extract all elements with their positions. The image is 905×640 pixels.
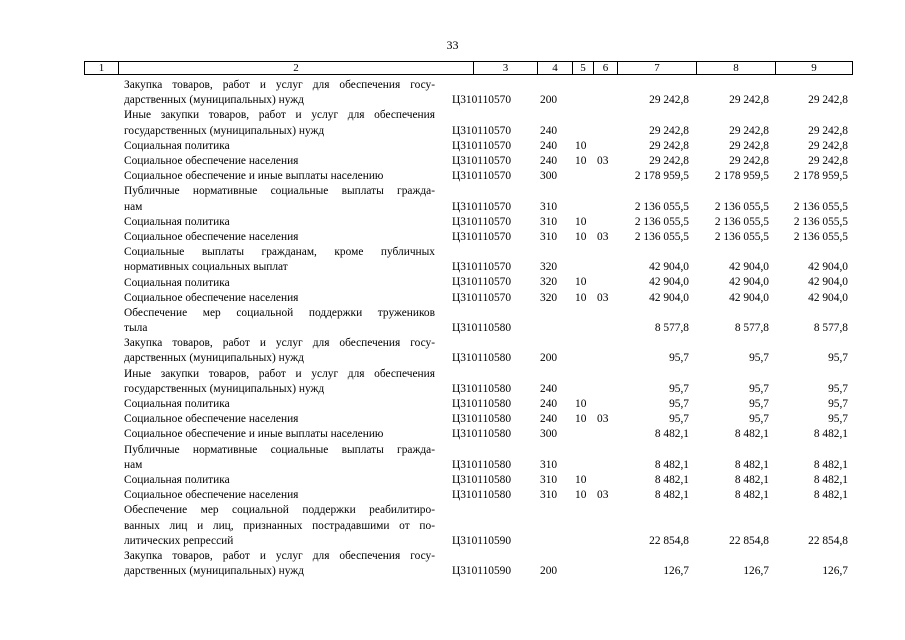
row-subsection: 03 xyxy=(597,154,609,167)
row-amount-col9: 8 482,1 xyxy=(813,428,848,441)
row-name xyxy=(124,154,435,169)
row-amount-col8: 8 482,1 xyxy=(734,428,769,441)
row-expense-type: 240 xyxy=(540,139,558,152)
row-name xyxy=(124,412,435,427)
row-name-line: ванных лиц и лиц, признанных пострадавшими от по- xyxy=(124,519,435,532)
row-name-line: Иные закупки товаров, работ и услуг для обеспечения xyxy=(124,109,435,122)
table-row xyxy=(0,245,905,275)
row-name xyxy=(124,291,435,306)
row-amount-col8: 22 854,8 xyxy=(729,534,769,547)
row-name xyxy=(124,473,435,488)
row-name-line: дарственных (муниципальных) нужд xyxy=(124,565,304,578)
row-name-line: Социальное обеспечение населения xyxy=(124,291,299,304)
row-code: Ц310110570 xyxy=(452,124,512,137)
row-amount-col7: 8 482,1 xyxy=(654,489,689,502)
row-name-line: Социальное обеспечение населения xyxy=(124,413,299,426)
table-body xyxy=(0,78,905,579)
row-name-line: Иные закупки товаров, работ и услуг для обеспечения xyxy=(124,367,435,380)
row-name xyxy=(124,306,435,336)
table-row xyxy=(0,412,905,427)
header-col-8: 8 xyxy=(697,62,776,74)
row-expense-type: 240 xyxy=(540,398,558,411)
row-amount-col9: 42 904,0 xyxy=(808,291,848,304)
row-expense-type: 200 xyxy=(540,565,558,578)
row-expense-type: 200 xyxy=(540,94,558,107)
row-code: Ц310110570 xyxy=(452,230,512,243)
row-code: Ц310110580 xyxy=(452,382,512,395)
table-row xyxy=(0,215,905,230)
row-amount-col9: 8 482,1 xyxy=(813,473,848,486)
table-row xyxy=(0,276,905,291)
row-expense-type: 320 xyxy=(540,291,558,304)
row-name-line: Закупка товаров, работ и услуг для обеспечения госу- xyxy=(124,79,435,91)
row-amount-col9: 8 482,1 xyxy=(813,458,848,471)
row-expense-type: 300 xyxy=(540,170,558,183)
row-amount-col8: 8 482,1 xyxy=(734,473,769,486)
row-expense-type: 240 xyxy=(540,413,558,426)
row-amount-col7: 95,7 xyxy=(669,413,689,426)
row-section: 10 xyxy=(575,154,587,167)
row-name-line: нам xyxy=(124,458,143,471)
row-amount-col7: 2 136 055,5 xyxy=(634,200,689,213)
row-name xyxy=(124,169,435,184)
row-amount-col8: 8 482,1 xyxy=(734,489,769,502)
row-amount-col9: 22 854,8 xyxy=(808,534,848,547)
row-amount-col8: 95,7 xyxy=(749,398,769,411)
row-name-line: Закупка товаров, работ и услуг для обеспечения госу- xyxy=(124,549,435,562)
row-name-line: государственных (муниципальных) нужд xyxy=(124,382,325,395)
row-amount-col8: 2 178 959,5 xyxy=(714,170,769,183)
row-name-line: тыла xyxy=(124,322,148,335)
table-row xyxy=(0,473,905,488)
row-amount-col7: 95,7 xyxy=(669,398,689,411)
row-amount-col7: 42 904,0 xyxy=(649,276,689,289)
row-name-line: Социальное обеспечение населения xyxy=(124,489,299,502)
row-name xyxy=(124,488,435,503)
row-code: Ц310110580 xyxy=(452,398,512,411)
row-subsection: 03 xyxy=(597,291,609,304)
row-amount-col7: 2 136 055,5 xyxy=(634,230,689,243)
row-name xyxy=(124,230,435,245)
header-col-1: 1 xyxy=(85,62,119,74)
row-name xyxy=(124,336,435,366)
row-code: Ц310110570 xyxy=(452,94,512,107)
row-name-line: Социальная политика xyxy=(124,474,230,486)
row-amount-col7: 42 904,0 xyxy=(649,261,689,274)
table-row xyxy=(0,169,905,184)
row-amount-col8: 2 136 055,5 xyxy=(714,230,769,243)
row-expense-type: 310 xyxy=(540,215,558,228)
row-amount-col9: 42 904,0 xyxy=(808,261,848,274)
row-amount-col9: 29 242,8 xyxy=(808,94,848,107)
row-code: Ц310110580 xyxy=(452,413,512,426)
row-name-line: дарственных (муниципальных) нужд xyxy=(124,94,304,107)
row-code: Ц310110580 xyxy=(452,489,512,502)
table-row xyxy=(0,549,905,579)
row-name xyxy=(124,397,435,412)
row-expense-type: 310 xyxy=(540,230,558,243)
row-expense-type: 240 xyxy=(540,124,558,137)
row-amount-col7: 8 482,1 xyxy=(654,473,689,486)
row-amount-col7: 42 904,0 xyxy=(649,291,689,304)
row-name-line: Обеспечение мер социальной поддержки реабилитиро- xyxy=(124,504,435,517)
row-amount-col8: 2 136 055,5 xyxy=(714,200,769,213)
table-row xyxy=(0,503,905,549)
row-section: 10 xyxy=(575,139,587,152)
header-col-9: 9 xyxy=(811,62,817,74)
row-code: Ц310110570 xyxy=(452,261,512,274)
row-amount-col8: 42 904,0 xyxy=(729,261,769,274)
row-expense-type: 240 xyxy=(540,154,558,167)
row-code: Ц310110570 xyxy=(452,170,512,183)
row-name-line: Публичные нормативные социальные выплаты гражда- xyxy=(124,443,435,456)
row-name-line: Социальная политика xyxy=(124,139,230,152)
row-amount-col7: 29 242,8 xyxy=(649,139,689,152)
row-name-line: государственных (муниципальных) нужд xyxy=(124,124,325,137)
row-name-line: Социальное обеспечение населения xyxy=(124,230,299,243)
row-code: Ц310110570 xyxy=(452,215,512,228)
header-col-5: 5 xyxy=(573,62,594,74)
row-name-line: Социальная политика xyxy=(124,215,230,228)
row-code: Ц310110570 xyxy=(452,139,512,152)
table-row xyxy=(0,443,905,473)
row-amount-col9: 29 242,8 xyxy=(808,124,848,137)
row-expense-type: 300 xyxy=(540,428,558,441)
row-amount-col8: 8 482,1 xyxy=(734,458,769,471)
row-expense-type: 310 xyxy=(540,458,558,471)
row-name xyxy=(124,367,435,397)
page-number: 33 xyxy=(446,38,459,52)
table-row xyxy=(0,367,905,397)
table-header xyxy=(84,61,853,75)
row-name xyxy=(124,184,435,214)
row-amount-col9: 126,7 xyxy=(822,565,848,578)
row-expense-type: 310 xyxy=(540,200,558,213)
row-code: Ц310110580 xyxy=(452,322,512,335)
row-code: Ц310110570 xyxy=(452,200,512,213)
row-name xyxy=(124,215,435,230)
header-col-3: 3 xyxy=(474,62,538,74)
table-row xyxy=(0,291,905,306)
row-amount-col7: 8 482,1 xyxy=(654,458,689,471)
row-section: 10 xyxy=(575,413,587,426)
row-code: Ц310110570 xyxy=(452,291,512,304)
row-section: 10 xyxy=(575,398,587,411)
row-amount-col7: 95,7 xyxy=(669,352,689,365)
row-section: 10 xyxy=(575,215,587,228)
row-name xyxy=(124,276,435,291)
row-amount-col8: 126,7 xyxy=(743,565,769,578)
table-row xyxy=(0,427,905,442)
row-name xyxy=(124,443,435,473)
header-col-7: 7 xyxy=(618,62,697,74)
row-amount-col8: 95,7 xyxy=(749,352,769,365)
row-amount-col9: 29 242,8 xyxy=(808,154,848,167)
table-row xyxy=(0,184,905,214)
row-name-line: Социальная политика xyxy=(124,398,230,411)
table-row xyxy=(0,78,905,108)
row-name-line: Публичные нормативные социальные выплаты гражда- xyxy=(124,185,435,198)
row-amount-col8: 95,7 xyxy=(749,413,769,426)
header-col-4: 4 xyxy=(538,62,573,74)
row-amount-col7: 29 242,8 xyxy=(649,94,689,107)
row-amount-col9: 8 482,1 xyxy=(813,489,848,502)
table-row xyxy=(0,488,905,503)
row-amount-col7: 29 242,8 xyxy=(649,154,689,167)
row-code: Ц310110570 xyxy=(452,154,512,167)
row-amount-col7: 2 136 055,5 xyxy=(634,215,689,228)
row-amount-col9: 8 577,8 xyxy=(813,322,848,335)
row-amount-col7: 8 577,8 xyxy=(654,322,689,335)
row-amount-col9: 2 136 055,5 xyxy=(793,230,848,243)
row-section: 10 xyxy=(575,473,587,486)
row-expense-type: 310 xyxy=(540,489,558,502)
table-row xyxy=(0,306,905,336)
row-amount-col9: 2 136 055,5 xyxy=(793,200,848,213)
row-expense-type: 200 xyxy=(540,352,558,365)
row-name xyxy=(124,503,435,549)
row-name-line: Закупка товаров, работ и услуг для обеспечения госу- xyxy=(124,337,435,350)
row-name xyxy=(124,245,435,275)
row-name-line: Обеспечение мер социальной поддержки тружеников xyxy=(124,306,435,319)
table-row xyxy=(0,336,905,366)
row-amount-col9: 29 242,8 xyxy=(808,139,848,152)
row-amount-col9: 95,7 xyxy=(828,382,848,395)
row-code: Ц310110580 xyxy=(452,458,512,471)
row-amount-col7: 8 482,1 xyxy=(654,428,689,441)
row-code: Ц310110580 xyxy=(452,473,512,486)
row-amount-col9: 95,7 xyxy=(828,398,848,411)
row-name-line: Социальное обеспечение населения xyxy=(124,154,299,167)
row-code: Ц310110580 xyxy=(452,352,512,365)
row-name-line: нам xyxy=(124,200,143,213)
row-name xyxy=(124,108,435,138)
row-name xyxy=(124,139,435,154)
row-amount-col8: 8 577,8 xyxy=(734,322,769,335)
row-section: 10 xyxy=(575,291,587,304)
row-code: Ц310110590 xyxy=(452,534,512,547)
row-amount-col7: 29 242,8 xyxy=(649,124,689,137)
row-code: Ц310110590 xyxy=(452,565,512,578)
row-amount-col7: 22 854,8 xyxy=(649,534,689,547)
row-section: 10 xyxy=(575,489,587,502)
row-name-line: Социальные выплаты гражданам, кроме публичных xyxy=(124,246,435,259)
row-subsection: 03 xyxy=(597,413,609,426)
row-amount-col9: 95,7 xyxy=(828,352,848,365)
row-section: 10 xyxy=(575,230,587,243)
row-amount-col8: 29 242,8 xyxy=(729,124,769,137)
row-name-line: Социальное обеспечение и иные выплаты населению xyxy=(124,428,384,441)
row-name-line: литических репрессий xyxy=(124,534,234,547)
row-expense-type: 310 xyxy=(540,473,558,486)
row-name xyxy=(124,427,435,442)
header-col-6: 6 xyxy=(594,62,618,74)
row-code: Ц310110580 xyxy=(452,428,512,441)
table-row xyxy=(0,139,905,154)
row-amount-col7: 95,7 xyxy=(669,382,689,395)
table-row xyxy=(0,230,905,245)
row-amount-col7: 126,7 xyxy=(663,565,689,578)
row-amount-col8: 29 242,8 xyxy=(729,154,769,167)
row-expense-type: 320 xyxy=(540,276,558,289)
row-subsection: 03 xyxy=(597,230,609,243)
row-name-line: нормативных социальных выплат xyxy=(124,261,288,274)
row-amount-col8: 2 136 055,5 xyxy=(714,215,769,228)
row-section: 10 xyxy=(575,276,587,289)
table-row xyxy=(0,397,905,412)
table-row xyxy=(0,154,905,169)
row-amount-col8: 42 904,0 xyxy=(729,276,769,289)
row-name xyxy=(124,549,435,579)
row-amount-col8: 42 904,0 xyxy=(729,291,769,304)
row-name xyxy=(124,78,435,108)
row-amount-col9: 2 178 959,5 xyxy=(793,170,848,183)
row-amount-col9: 95,7 xyxy=(828,413,848,426)
row-expense-type: 320 xyxy=(540,261,558,274)
row-amount-col8: 95,7 xyxy=(749,382,769,395)
row-code: Ц310110570 xyxy=(452,276,512,289)
row-amount-col8: 29 242,8 xyxy=(729,139,769,152)
row-name-line: Социальное обеспечение и иные выплаты населению xyxy=(124,170,384,183)
row-amount-col7: 2 178 959,5 xyxy=(634,170,689,183)
table-row xyxy=(0,108,905,138)
row-amount-col8: 29 242,8 xyxy=(729,94,769,107)
row-name-line: Социальная политика xyxy=(124,276,230,289)
row-expense-type: 240 xyxy=(540,382,558,395)
row-amount-col9: 2 136 055,5 xyxy=(793,215,848,228)
row-name-line: дарственных (муниципальных) нужд xyxy=(124,352,304,365)
header-col-2: 2 xyxy=(119,62,474,74)
row-amount-col9: 42 904,0 xyxy=(808,276,848,289)
row-subsection: 03 xyxy=(597,489,609,502)
